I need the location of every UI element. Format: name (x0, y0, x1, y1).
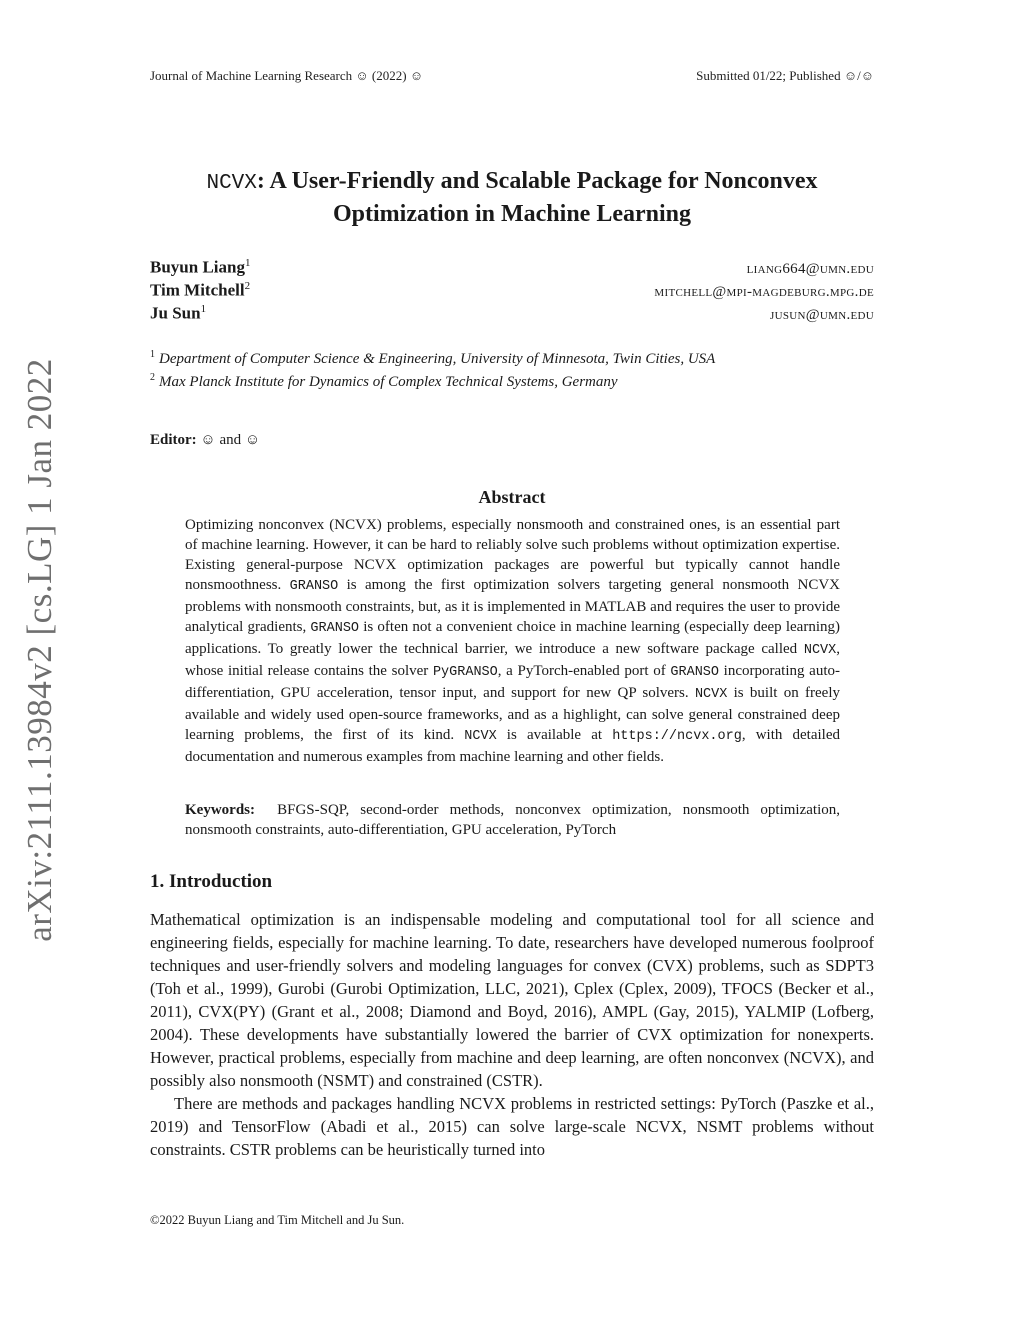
paragraph: Mathematical optimization is an indispensable modeling and computational tool for all science and engineering fields, especially for machine learning. To date, researchers have developed numerous foolproof techniques and user-friendly solvers and modeling languages for convex (CVX) problems, such as SDPT3 (Toh et al., 1999), Gurobi (Gurobi Optimization, LLC, 2021), Cplex (Cplex, 2009), TFOCS (Becker et al., 2011), CVX(PY) (Grant et al., 2008; Diamond and Boyd, 2016), AMPL (Gay, 2015), YALMIP (Lofberg, 2004). These developments have substantially lowered the barrier of CVX optimization for nonexperts. However, practical problems, especially from machine and deep learning, are often nonconvex (NCVX), and possibly also nonsmooth (NSMT) and constrained (CSTR). (150, 910, 874, 1090)
editor-line (150, 432, 260, 449)
abstract-heading: Abstract (478, 487, 546, 507)
keywords (185, 800, 840, 840)
author-email[interactable]: liang664@umn.edu (746, 260, 874, 277)
keywords-label: Keywords: (185, 802, 255, 818)
section-heading-introduction: 1. Introduction (150, 871, 273, 892)
arxiv-stamp-text: arXiv:2111.13984v2 [cs.LG] 1 Jan 2022 (20, 358, 59, 942)
introduction-body (150, 908, 874, 1161)
abstract-body: Optimizing nonconvex (NCVX) problems, especially nonsmooth and constrained ones, is an essential part of machine learning. However, it can be hard to reliably solve such problems without optimization expertise. Existing general-purpose NCVX optimization packages are powerful but typically cannot handle nonsmoothness. GRANSO is among the first optimization solvers targeting general nonsmooth NCVX problems with nonsmooth constraints, but, as it is implemented in MATLAB and requires the user to provide analytical gradients, GRANSO is often not a convenient choice in machine learning (especially deep learning) applications. To greatly lower the technical barrier, we introduce a new software package called NCVX, whose initial release contains the solver PyGRANSO, a PyTorch-enabled port of GRANSO incorporating auto-differentiation, GPU acceleration, tensor input, and support for new QP solvers. NCVX is built on freely available and widely used open-source frameworks, and as a highlight, can solve general constrained deep learning problems, the first of its kind. NCVX is available at https://ncvx.org, with detailed documentation and numerous examples from machine learning and other fields. (185, 517, 840, 765)
editor-label: Editor: (150, 432, 197, 448)
author-email[interactable]: jusun@umn.edu (770, 306, 874, 323)
author-email[interactable]: mitchell@mpi-magdeburg.mpg.de (654, 283, 874, 300)
author-row (150, 280, 874, 302)
arxiv-stamp (20, 358, 60, 942)
editor-value: ☺ and ☺ (200, 432, 261, 448)
author-row (150, 257, 874, 279)
title-line-1: : A User-Friendly and Scalable Package for Nonconvex (256, 168, 818, 194)
author-name: Buyun Liang$^1$ (150, 257, 251, 277)
title-package-name: NCVX (206, 172, 257, 195)
paragraph: There are methods and packages handling NCVX problems in restricted settings: PyTorch (Paszke et al., 2019) and TensorFlow (Abadi et al., 2015) can solve large-scale NCVX, NSMT problems without constraints. CSTR problems can be heuristically turned into (150, 1094, 874, 1159)
affiliation: $^2$ Max Planck Institute for Dynamics of Complex Technical Systems, Germany (150, 372, 618, 390)
keywords-text: BFGS-SQP, second-order methods, nonconvex optimization, nonsmooth optimization, nonsmooth constraints, auto-differentiation, GPU acceleration, PyTorch (185, 802, 840, 838)
running-header-left: Journal of Machine Learning Research ☺ (2022) ☺ (150, 68, 424, 83)
affiliation: $^1$ Department of Computer Science & Engineering, University of Minnesota, Twin Cities, USA (150, 349, 716, 367)
author-row (150, 303, 874, 325)
running-header-right: Submitted 01/22; Published ☺/☺ (696, 68, 874, 83)
copyright-footer: ©2022 Buyun Liang and Tim Mitchell and Ju Sun. (150, 1213, 405, 1227)
author-name: Tim Mitchell$^2$ (150, 280, 251, 300)
title-line-2: Optimization in Machine Learning (332, 201, 691, 227)
ncvx-url-link[interactable]: https://ncvx.org (612, 729, 742, 744)
paper-title (150, 166, 874, 230)
author-name: Ju Sun$^1$ (150, 303, 207, 323)
